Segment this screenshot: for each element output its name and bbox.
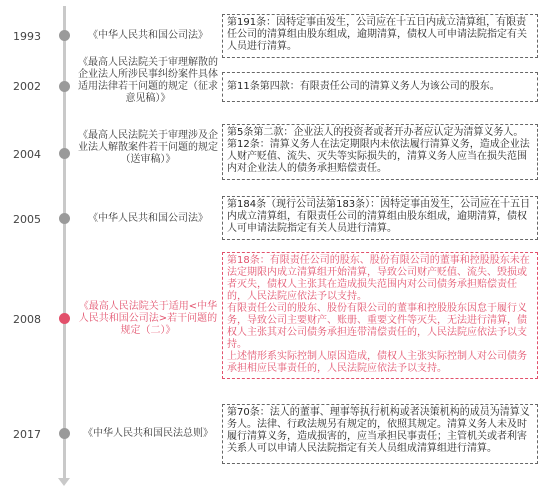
timeline-dot xyxy=(59,428,70,439)
article-text: 第18条：有限责任公司的股东、股份有限公司的董事和控股股东未在法定期限内成立清算组开始清算，导致公司财产贬值、流失、毁损或者灭失，债权人主张其在造成损失范围内对公司债务承担赔偿责任的，人民法院应依法予以支持。 xyxy=(227,255,530,302)
timeline-dot xyxy=(59,148,70,159)
article-text: 上述情形系实际控制人原因造成，债权人主张实际控制人对公司债务承担相应民事责任的，人民法院应依法予以支持。 xyxy=(227,351,527,374)
year-label: 2002 xyxy=(13,80,41,93)
article-text: 第70条：法人的董事、理事等执行机构或者决策机构的成员为清算义务人。法律、行政法规另有规定的，依照其规定。清算义务人未及时履行清算义务，造成损害的，应当承担民事责任；主管机关或者利害关系人可以申请人民法院指定有关人员组成清算组进行清算。 xyxy=(227,407,530,454)
article-box xyxy=(222,404,538,464)
article-text: 第12条：清算义务人在法定期限内未依法履行清算义务，造成企业法人财产贬值、流失、灭失等实际损失的，清算义务人应当在损失范围内对企业法人的债务承担赔偿责任。 xyxy=(227,139,530,174)
year-label: 2017 xyxy=(13,428,41,441)
timeline-dot xyxy=(59,313,70,324)
article-box-highlight xyxy=(222,252,538,379)
article-box xyxy=(222,72,538,102)
article-text: 第191条：因特定事由发生，公司应在十五日内成立清算组，有限责任公司的清算组由股东组成，逾期清算，债权人可申请法院指定有关人员进行清算。 xyxy=(227,17,527,52)
year-label: 2004 xyxy=(13,148,41,161)
article-text: 第11条第四款：有限责任公司的清算义务人为该公司的股东。 xyxy=(227,81,500,92)
article-box xyxy=(222,14,538,58)
law-title: 《最高人民法院关于适用<中华人民共和国公司法>若干问题的规定（二）》 xyxy=(78,301,218,336)
article-box xyxy=(222,124,538,180)
article-text: 第184条（现行公司法第183条）：因特定事由发生，公司应在十五日内成立清算组，有限责任公司的清算组由股东组成，逾期清算，债权人可申请法院指定有关人员进行清算。 xyxy=(227,199,531,234)
law-title: 《中华人民共和国民法总则》 xyxy=(83,428,213,439)
year-label: 2005 xyxy=(13,213,41,226)
timeline-dot xyxy=(59,30,70,41)
year-label: 2008 xyxy=(13,313,41,326)
timeline-dot xyxy=(59,213,70,224)
timeline-axis xyxy=(63,6,66,482)
timeline-arrow xyxy=(58,478,70,486)
law-title: 《中华人民共和国公司法》 xyxy=(88,213,208,224)
law-title: 《最高人民法院关于审理涉及企业法人解散案件若干问题的规定（送审稿）》 xyxy=(78,130,218,165)
article-box xyxy=(222,196,538,240)
article-text: 有限责任公司的股东、股份有限公司的董事和控股股东因怠于履行义务，导致公司主要财产、账册、重要文件等灭失，无法进行清算，债权人主张其对公司债务承担连带清偿责任的，人民法院应依法予以支持。 xyxy=(227,303,527,350)
law-title: 《中华人民共和国公司法》 xyxy=(88,30,208,41)
year-label: 1993 xyxy=(13,30,41,43)
law-title: 《最高人民法院关于审理解散的企业法人所涉民事纠纷案件具体适用法律若干问题的规定（征求意见稿）》 xyxy=(78,57,218,104)
timeline-dot xyxy=(59,81,70,92)
article-text: 第5条第二款：企业法人的投资者或者开办者应认定为清算义务人。 xyxy=(227,127,524,138)
